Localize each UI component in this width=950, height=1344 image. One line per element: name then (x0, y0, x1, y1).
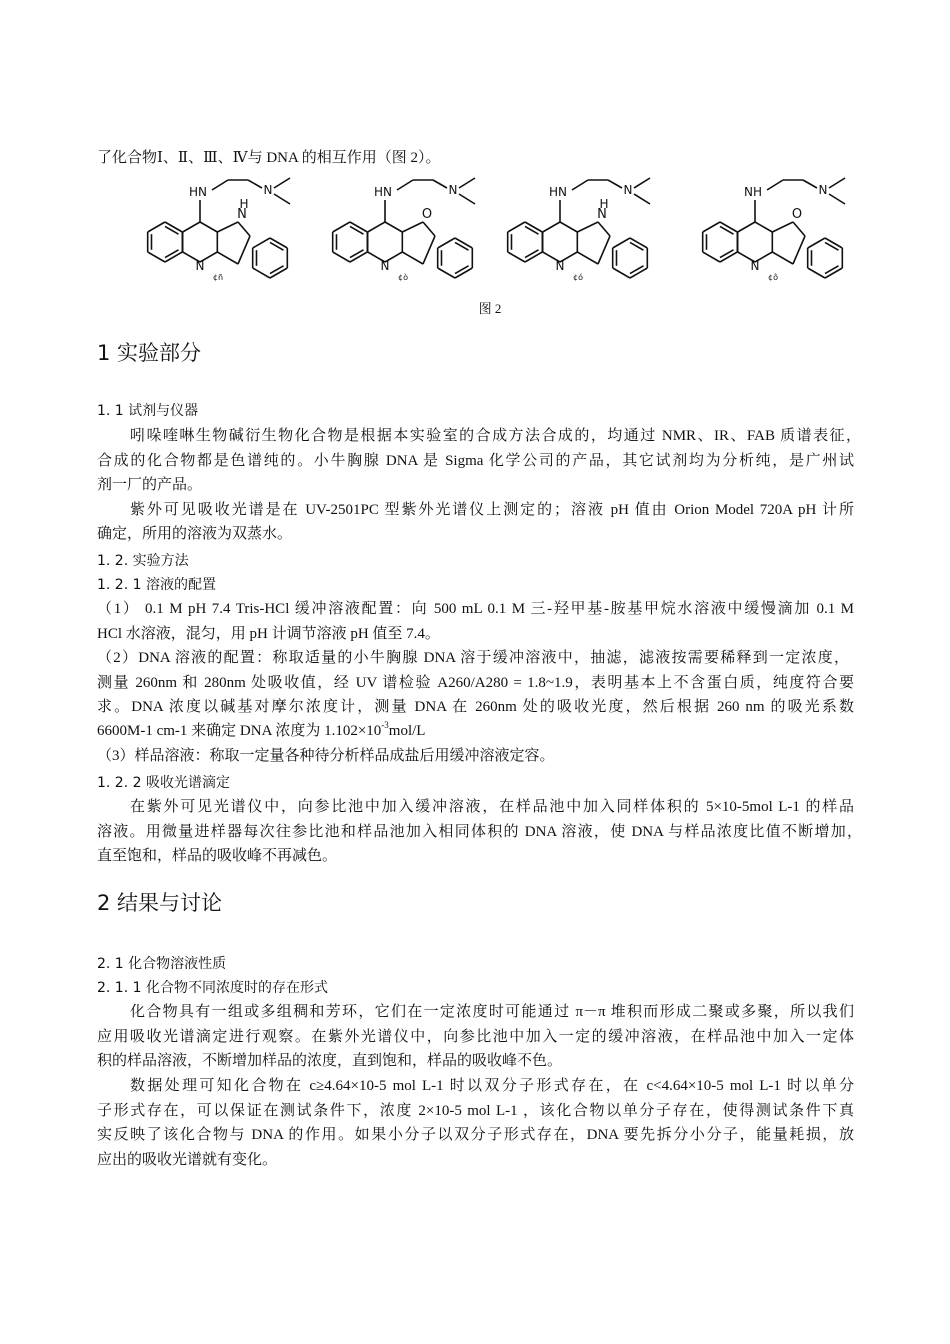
bond (720, 250, 734, 258)
bond (385, 222, 402, 232)
bond (772, 252, 793, 264)
bond (200, 222, 217, 232)
para-line: 积的样品溶液，不断增加样品的浓度，直到饱和，样品的吸收峰不色。 (97, 1053, 563, 1069)
molecule-4 (703, 178, 845, 282)
bond (738, 222, 755, 232)
section-2-1-1-title: 2. 1. 1 化合物不同浓度时的存在形式 (97, 980, 328, 996)
bond (350, 226, 364, 234)
bond (793, 222, 805, 236)
ring-heteroatom-label: N (597, 207, 607, 222)
para-line: 紫外可见吸收光谱是在 UV-2501PC 型紫外光谱仪上测定的；溶液 pH 值由 Orion Model 720A pH 计所 (130, 502, 854, 518)
bond (808, 268, 825, 278)
amine-n-label: N (448, 183, 458, 197)
bond (755, 222, 772, 232)
bond (630, 242, 644, 250)
bond (368, 222, 385, 232)
bond (508, 222, 525, 232)
bond (253, 238, 270, 248)
bond (577, 222, 598, 232)
bond (825, 242, 839, 250)
bond (525, 250, 539, 258)
bond (455, 266, 469, 274)
figure-2 (130, 172, 870, 297)
molecule-3 (508, 178, 650, 282)
compound-tag: ¢ò (398, 273, 408, 282)
section-1-2-2-title: 1. 2. 2 吸收光谱滴定 (97, 775, 230, 791)
bond (598, 236, 610, 264)
bond (525, 226, 539, 234)
ring-heteroatom-label: N (237, 207, 247, 222)
para-line: 直至饱和，样品的吸收峰不再减色。 (97, 848, 338, 864)
item-line-concentration (97, 721, 867, 741)
amine-label: NH (744, 185, 762, 199)
bond (634, 178, 650, 188)
bond (577, 252, 598, 264)
bond (630, 266, 644, 274)
bond (433, 180, 447, 188)
intro-line: 了化合物Ⅰ、Ⅱ、Ⅲ、Ⅳ与 DNA 的相互作用（图 2）。 (97, 150, 441, 166)
amine-n-label: N (623, 183, 633, 197)
bond (248, 180, 262, 188)
bond (808, 238, 825, 248)
ring-heteroatom-label: O (791, 207, 803, 222)
ring-heteroatom-label: O (421, 207, 433, 222)
bond (703, 252, 720, 262)
bond (767, 180, 783, 190)
bond (165, 250, 179, 258)
bond (270, 242, 284, 250)
bond (560, 222, 577, 232)
section-1-title: 1 实验部分 (97, 341, 202, 365)
para-line: 溶液。用微量进样器每次往参比池和样品池加入相同体积的 DNA 溶液，使 DNA 与样品浓度比值不断增加， (97, 824, 862, 840)
item-line: HCl 水溶液，混匀，用 pH 计调节溶液 pH 值至 7.4。 (97, 626, 440, 642)
bond (165, 226, 179, 234)
para-line: 应用吸收光谱滴定进行观察。在紫外光谱仪中，向参比池中加入一定的缓冲溶液，在样品池中加入一定体 (97, 1029, 854, 1045)
molecule-structures (130, 172, 870, 297)
bond (333, 252, 350, 262)
bond (148, 252, 165, 262)
ring-hydrogen-label: H (239, 197, 249, 211)
amine-label: HN (549, 185, 567, 199)
compound-tag: ¢ó (573, 273, 583, 282)
para-line: 确定，所用的溶液为双蒸水。 (97, 526, 293, 542)
item-line: 求。DNA 浓度以碱基对摩尔浓度计，测量 DNA 在 260nm 处的吸收光度，然后根据 260 nm 的吸光系数 (97, 699, 854, 715)
bond (238, 222, 250, 236)
molecule-2 (333, 178, 475, 282)
amine-n-label: N (818, 183, 828, 197)
section-1-1-title: 1. 1 试剂与仪器 (97, 403, 199, 419)
bond (825, 266, 839, 274)
bond (402, 252, 423, 264)
bond (438, 238, 455, 248)
bond (608, 180, 622, 188)
bond (350, 250, 364, 258)
para-line: 剂一厂的产品。 (97, 477, 203, 493)
bond (333, 222, 350, 232)
bond (613, 268, 630, 278)
para-line: 吲哚喹啉生物碱衍生物化合物是根据本实验室的合成方法合成的，均通过 NMR、IR、FAB 质谱表征， (130, 428, 861, 444)
item-line: （2）DNA 溶液的配置：称取适量的小牛胸腺 DNA 溶于缓冲溶液中，抽滤，滤液按需要稀释到一定浓度， (97, 650, 849, 666)
bond (598, 222, 610, 236)
core-n-label: N (555, 259, 565, 273)
amine-label: HN (189, 185, 207, 199)
bond (572, 180, 588, 190)
bond (402, 222, 423, 232)
concentration-exponent: -3 (381, 720, 389, 730)
bond (212, 180, 228, 190)
bond (703, 222, 720, 232)
core-n-label: N (380, 259, 390, 273)
concentration-unit: mol/L (388, 723, 426, 739)
bond (253, 268, 270, 278)
bond (543, 222, 560, 232)
bond (183, 222, 200, 232)
para-line: 实反映了该化合物与 DNA 的作用。如果小分子以双分子形式存在，DNA 要先拆分小分子，能量耗损，放 (97, 1127, 854, 1143)
bond (274, 194, 290, 204)
item-line: 测量 260nm 和 280nm 处吸收值，经 UV 谱检验 A260/A280 = 1.8~1.9，表明基本上不含蛋白质，纯度符合要 (97, 675, 854, 691)
section-2-1-title: 2. 1 化合物溶液性质 (97, 956, 227, 972)
bond (270, 266, 284, 274)
bond (459, 194, 475, 204)
para-line: 数据处理可知化合物在 c≥4.64×10-5 mol L-1 时以双分子形式存在，在 c<4.64×10-5 mol L-1 时以单分 (130, 1078, 854, 1094)
concentration-text: 6600M-1 cm-1 来确定 DNA 浓度为 1.102×10 (97, 723, 382, 739)
section-1-2-1-title: 1. 2. 1 溶液的配置 (97, 577, 216, 593)
amine-n-label: N (263, 183, 273, 197)
bond (459, 178, 475, 188)
bond (613, 238, 630, 248)
para-line: 应出的吸收光谱就有变化。 (97, 1152, 278, 1168)
para-line: 在紫外可见光谱仪中，向参比池中加入缓冲溶液，在样品池中加入同样体积的 5×10-5mol L-1 的样品 (130, 799, 854, 815)
bond (438, 268, 455, 278)
section-1-2-title: 1. 2. 实验方法 (97, 553, 189, 569)
bond (803, 180, 817, 188)
bond (423, 222, 435, 236)
bond (720, 226, 734, 234)
ring-hydrogen-label: H (599, 197, 609, 211)
bond (829, 194, 845, 204)
bond (423, 236, 435, 264)
bond (508, 252, 525, 262)
para-line: 化合物具有一组或多组稠和芳环，它们在一定浓度时可能通过 π－π 堆积而形成二聚或多聚，所以我们 (130, 1004, 854, 1020)
bond (829, 178, 845, 188)
bond (217, 222, 238, 232)
amine-label: HN (374, 185, 392, 199)
item-line: （3）样品溶液：称取一定量各种待分析样品成盐后用缓冲溶液定容。 (97, 748, 555, 764)
bond (793, 236, 805, 264)
figure-caption: 图 2 (478, 301, 502, 316)
bond (455, 242, 469, 250)
para-line: 子形式存在，可以保证在测试条件下，浓度 2×10-5 mol L-1 ，该化合物以单分子存在，使得测试条件下真 (97, 1103, 854, 1119)
para-line: 合成的化合物都是色谱纯的。小牛胸腺 DNA 是 Sigma 化学公司的产品，其它试剂均为分析纯，是广州试 (97, 453, 854, 469)
item-line: （1） 0.1 M pH 7.4 Tris-HCl 缓冲溶液配置：向 500 mL 0.1 M 三-羟甲基-胺基甲烷水溶液中缓慢滴加 0.1 M (97, 601, 854, 617)
section-2-title: 2 结果与讨论 (97, 891, 223, 915)
core-n-label: N (750, 259, 760, 273)
bond (238, 236, 250, 264)
bond (148, 222, 165, 232)
core-n-label: N (195, 259, 205, 273)
bond (397, 180, 413, 190)
bond (274, 178, 290, 188)
compound-tag: ¢ñ (212, 273, 224, 282)
compound-tag: ¢ô (768, 273, 778, 282)
molecule-1 (148, 178, 290, 282)
bond (772, 222, 793, 232)
bond (634, 194, 650, 204)
bond (217, 252, 238, 264)
